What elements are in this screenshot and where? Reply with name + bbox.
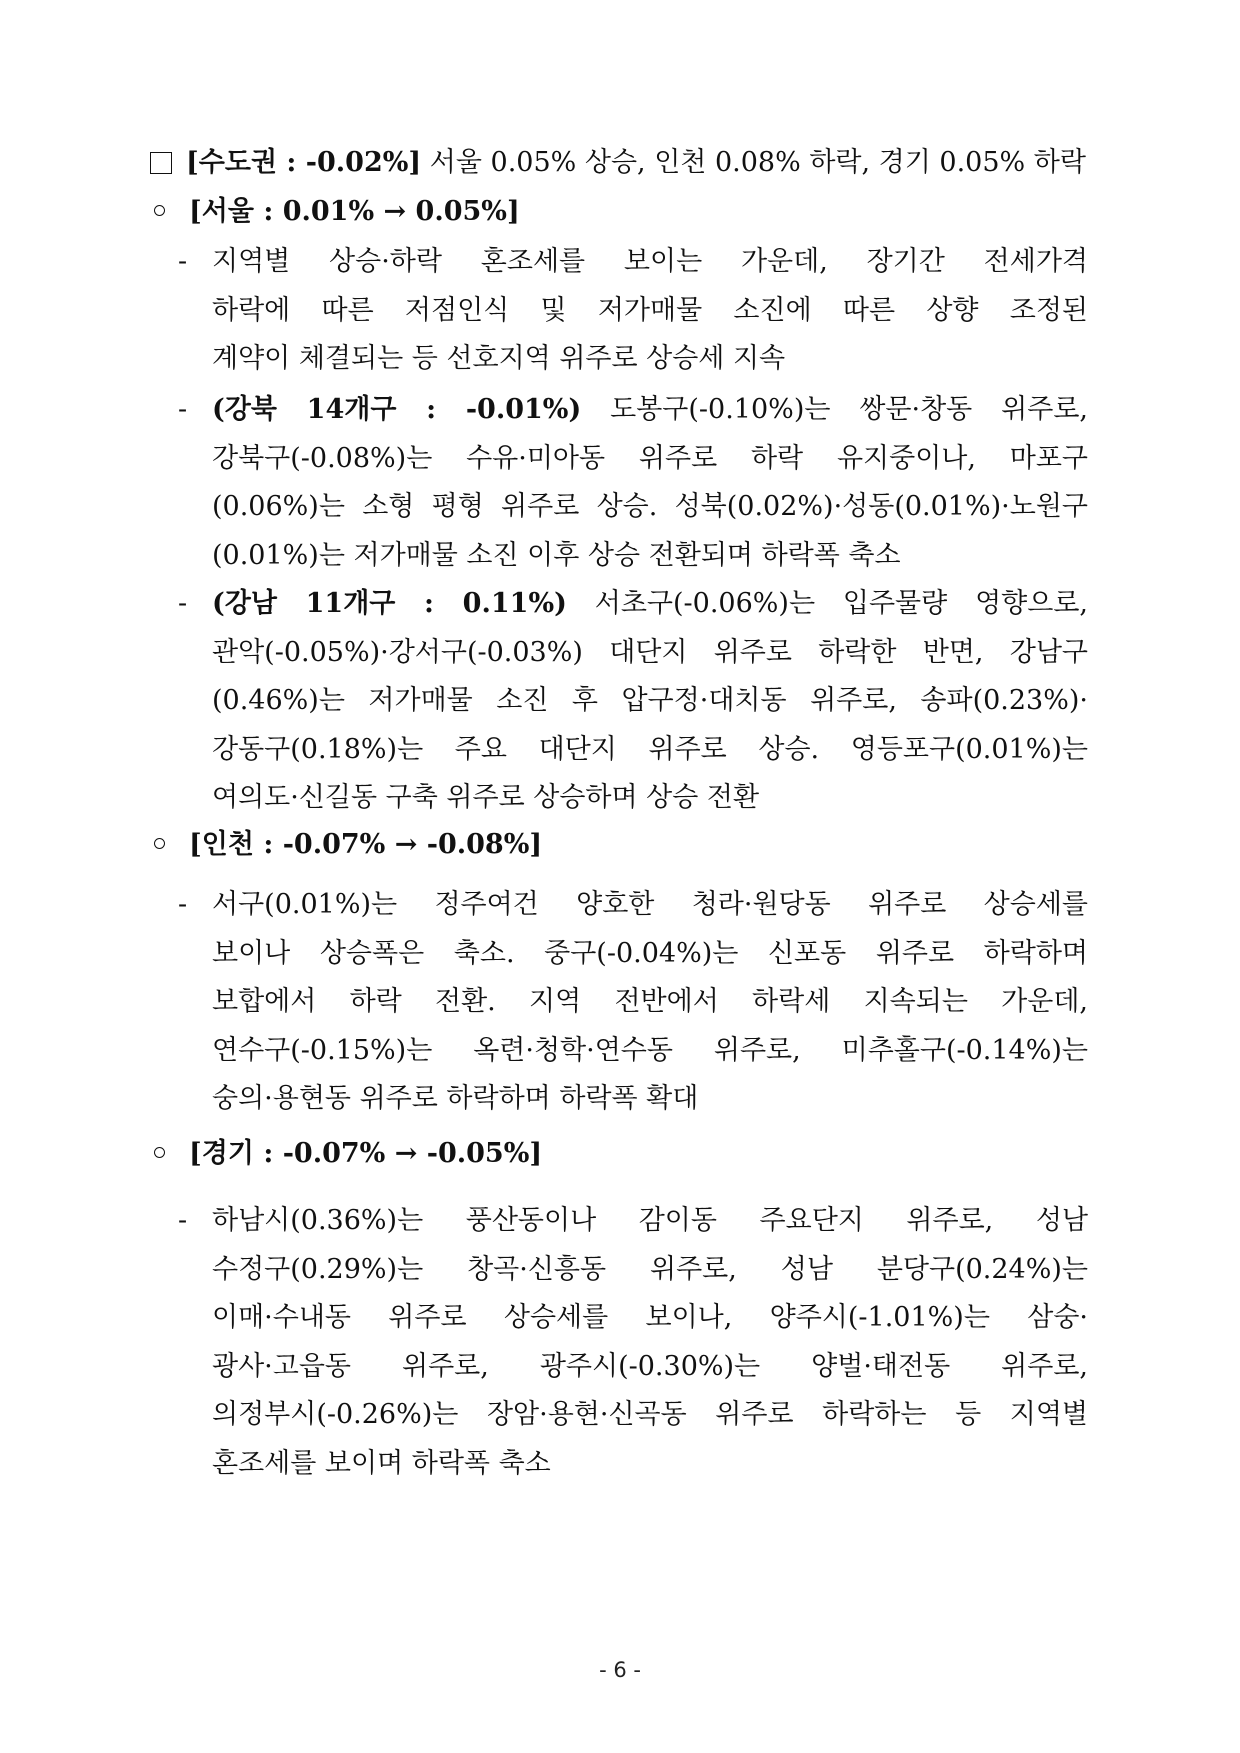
paragraph-line: 혼조세를 보이며 하락폭 축소: [212, 1447, 551, 1479]
paragraph-line: 관악(-0.05%)·강서구(-0.03%) 대단지 위주로 하락한 반면, 강남구: [212, 636, 1088, 668]
section-heading-text: [서울 : 0.01% → 0.05%]: [189, 196, 520, 227]
paragraph-line: [212, 580, 1088, 629]
paragraph-lead: (강남 11개구 : 0.11%): [212, 588, 567, 619]
dash-bullet: -: [178, 394, 188, 425]
paragraph-line: 하남시(0.36%)는 풍산동이나 감이동 주요단지 위주로, 성남: [212, 1205, 1088, 1236]
paragraph-line: 수정구(0.29%)는 창곡·신흥동 위주로, 성남 분당구(0.24%)는: [212, 1253, 1088, 1285]
page-number: - 6 -: [599, 1658, 641, 1682]
circle-bullet-icon: [154, 205, 165, 216]
paragraph-line: 계약이 체결되는 등 선호지역 위주로 상승세 지속: [212, 343, 786, 374]
paragraph-line-text: 서초구(-0.06%)는 입주물량 영향으로,: [566, 588, 1088, 619]
paragraph-seoul-gangbuk: [178, 386, 1088, 580]
paragraph-line: 이매·수내동 위주로 상승세를 보이나, 양주시(-1.01%)는 삼숭·: [212, 1302, 1088, 1333]
paragraph-seoul-overview: [178, 238, 1088, 384]
paragraph-line: (0.01%)는 저가매물 소진 이후 상승 전환되며 하락폭 축소: [212, 539, 901, 571]
section-heading-text: [경기 : -0.07% → -0.05%]: [189, 1138, 543, 1169]
paragraph-line: 강북구(-0.08%)는 수유·미아동 위주로 하락 유지중이나, 마포구: [212, 442, 1088, 474]
paragraph-line: 광사·고읍동 위주로, 광주시(-0.30%)는 양벌·태전동 위주로,: [212, 1350, 1088, 1382]
dash-bullet: -: [178, 246, 188, 277]
paragraph-line: 보합에서 하락 전환. 지역 전반에서 하락세 지속되는 가운데,: [212, 986, 1088, 1017]
paragraph-seoul-gangnam: [178, 580, 1088, 823]
circle-bullet-icon: [154, 838, 165, 849]
paragraph-line: 의정부시(-0.26%)는 장암·용현·신곡동 위주로 하락하는 등 지역별: [212, 1399, 1088, 1430]
headline-text: 서울 0.05% 상승, 인천 0.08% 하락, 경기 0.05% 하락: [429, 147, 1086, 178]
section-heading-seoul: [154, 194, 1074, 230]
paragraph-line: 연수구(-0.15%)는 옥련·청학·연수동 위주로, 미추홀구(-0.14%)는: [212, 1034, 1088, 1066]
paragraph-line: (0.06%)는 소형 평형 위주로 상승. 성북(0.02%)·성동(0.01%)·노원구: [212, 491, 1088, 522]
paragraph-line: 하락에 따른 저점인식 및 저가매물 소진에 따른 상향 조정된: [212, 294, 1088, 326]
checkbox-square-icon: [150, 152, 172, 174]
paragraph-incheon: [178, 881, 1088, 1124]
paragraph-line: [212, 386, 1088, 435]
paragraph-line: 지역별 상승·하락 혼조세를 보이는 가운데, 장기간 전세가격: [212, 246, 1088, 277]
dash-bullet: -: [178, 588, 188, 619]
headline: [150, 145, 1090, 181]
paragraph-line: 강동구(0.18%)는 주요 대단지 위주로 상승. 영등포구(0.01%)는: [212, 733, 1088, 765]
paragraph-line: 서구(0.01%)는 정주여건 양호한 청라·원당동 위주로 상승세를: [212, 889, 1088, 920]
paragraph-line: 보이나 상승폭은 축소. 중구(-0.04%)는 신포동 위주로 하락하며: [212, 937, 1088, 969]
paragraph-line: 숭의·용현동 위주로 하락하며 하락폭 확대: [212, 1083, 699, 1114]
paragraph-line: (0.46%)는 저가매물 소진 후 압구정·대치동 위주로, 송파(0.23%)·: [212, 685, 1088, 716]
paragraph-line-text: 도봉구(-0.10%)는 쌍문·창동 위주로,: [581, 394, 1088, 425]
dash-bullet: -: [178, 889, 188, 920]
paragraph-gyeonggi: [178, 1197, 1088, 1488]
headline-title: [수도권 : -0.02%]: [186, 147, 422, 178]
section-heading-gyeonggi: [154, 1136, 1074, 1172]
circle-bullet-icon: [154, 1147, 165, 1158]
dash-bullet: -: [178, 1205, 188, 1236]
paragraph-lead: (강북 14개구 : -0.01%): [212, 394, 582, 425]
section-heading-incheon: [154, 827, 1074, 863]
paragraph-line: 여의도·신길동 구축 위주로 상승하며 상승 전환: [212, 782, 760, 813]
section-heading-text: [인천 : -0.07% → -0.08%]: [189, 829, 543, 860]
